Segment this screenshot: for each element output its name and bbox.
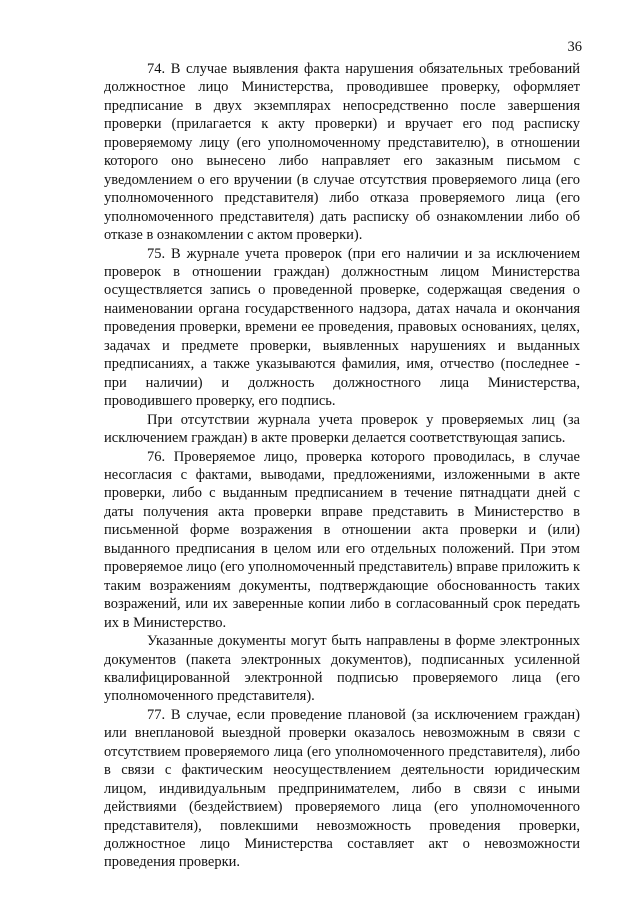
paragraph-77: 77. В случае, если проведение плановой (за исключением граждан) или внеплановой выездной проверки оказалось невозможным в связи с отсутствием проверяемого лица (его уполномоченного представителя), либо в связи с фактическим неосуществлением деятельности юридическим лицом, индивидуальным предпринимателем, либо в связи с иными действиями (бездействием) проверяемого лица (его уполномоченного представителя), повлекшими невозможность проведения проверки, должностное лицо Министерства составляет акт о невозможности проведения проверки. — [104, 706, 580, 871]
paragraph-76-note: Указанные документы могут быть направлены в форме электронных документов (пакета электронных документов), подписанных усиленной квалифицированной электронной подписью проверяемого лица (его уполномоченного представителя). — [104, 633, 580, 705]
paragraph-75: 75. В журнале учета проверок (при его наличии и за исключением проверок в отношении граждан) должностным лицом Министерства осуществляется запись о проведенной проверке, содержащая сведения о наименовании органа государственного надзора, датах начала и окончания проведения проверки, времени ее проведения, правовых основаниях, целях, задачах и предмете проверки, выявленных нарушениях и выданных предписаниях, а также указываются фамилия, имя, отчество (последнее - при наличии) и должность должностного лица Министерства, проводившего проверку, его подпись. — [104, 245, 580, 410]
paragraph-75-note: При отсутствии журнала учета проверок у проверяемых лиц (за исключением граждан) в акте проверки делается соответствующая запись. — [104, 411, 580, 447]
document-body — [104, 60, 580, 872]
paragraph-74: 74. В случае выявления факта нарушения обязательных требований должностное лицо Министерства, проводившее проверку, оформляет предписание в двух экземплярах непосредственно после завершения проверки (прилагается к акту проверки) и вручает его под расписку проверяемому лицу (его уполномоченному представителю), в отношении которого оно вынесено либо направляет его заказным письмом с уведомлением о его вручении (в случае отсутствия проверяемого лица (его уполномоченного представителя) либо отказа проверяемого лица (его уполномоченного представителя) дать расписку об ознакомлении либо об отказе в ознакомлении с актом проверки). — [104, 61, 580, 244]
page-number: 36 — [567, 39, 582, 55]
paragraph-76: 76. Проверяемое лицо, проверка которого проводилась, в случае несогласия с фактами, выводами, предложениями, изложенными в акте проверки, либо с выданным предписанием в течение пятнадцати дней с даты получения акта проверки вправе представить в Министерство в письменной форме возражения в отношении акта проверки и (или) выданного предписания в целом или его отдельных положений. При этом проверяемое лицо (его уполномоченный представитель) вправе приложить к таким возражениям документы, подтверждающие обоснованность таких возражений, или их заверенные копии либо в согласованный срок передать их в Министерство. — [104, 448, 580, 631]
